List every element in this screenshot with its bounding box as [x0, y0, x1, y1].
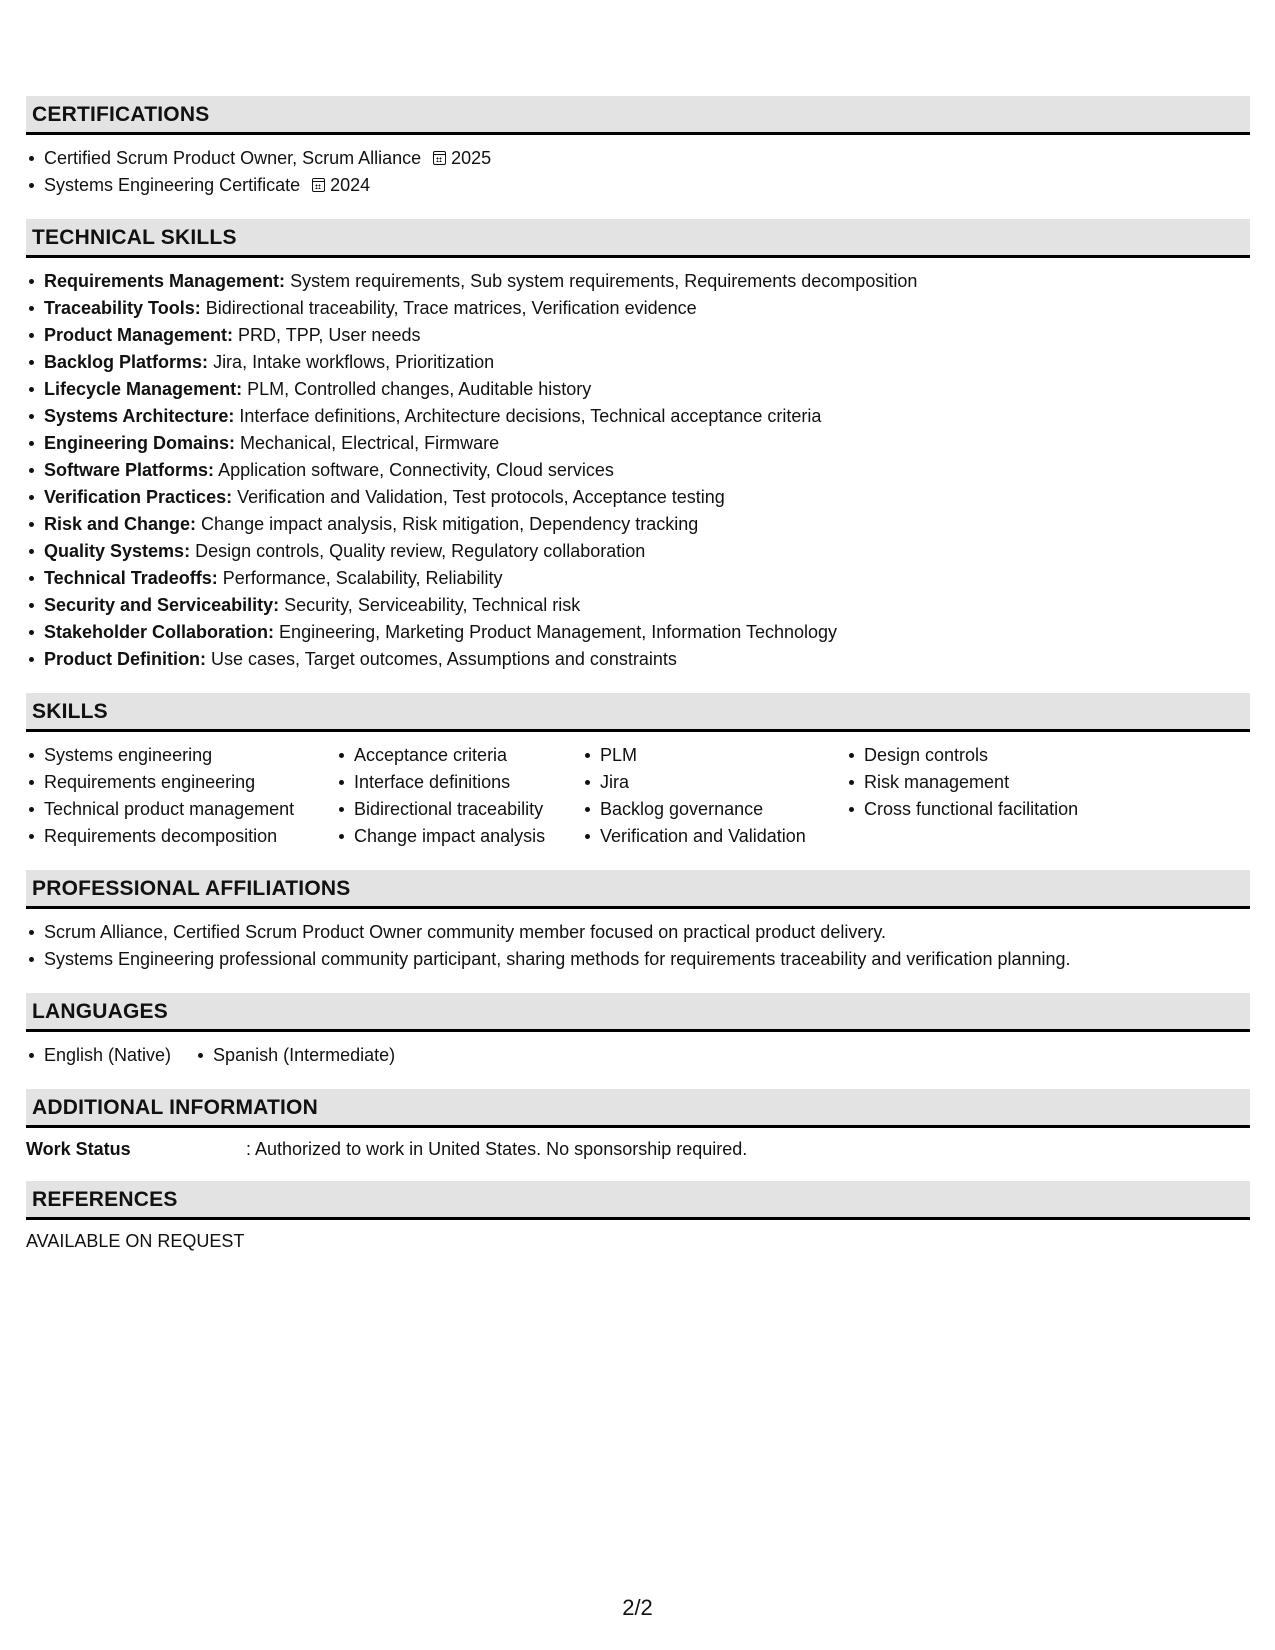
technical-skill-value: Verification and Validation, Test protocols, Acceptance testing: [237, 487, 725, 507]
skill-item: Backlog governance: [582, 796, 846, 823]
technical-skill-item: [26, 511, 1250, 538]
technical-skill-label: Security and Serviceability:: [44, 595, 280, 615]
technical-skill-label: Systems Architecture:: [44, 406, 235, 426]
calendar-icon: [433, 151, 446, 165]
skill-item: Technical product management: [26, 796, 336, 823]
technical-skills-list: [26, 268, 1250, 673]
technical-skill-value: Change impact analysis, Risk mitigation, Dependency tracking: [201, 514, 699, 534]
list-item: Scrum Alliance, Certified Scrum Product Owner community member focused on practical product delivery.: [26, 919, 1250, 946]
certification-year: 2025: [451, 148, 492, 168]
skills-column: [846, 742, 1146, 850]
technical-skill-value: Mechanical, Electrical, Firmware: [240, 433, 500, 453]
technical-skill-value: Engineering, Marketing Product Management, Information Technology: [279, 622, 838, 642]
page-number: 2/2: [622, 1595, 653, 1620]
technical-skill-item: [26, 457, 1250, 484]
technical-skill-label: Quality Systems:: [44, 541, 191, 561]
skill-item: Jira: [582, 769, 846, 796]
skills-column: [582, 742, 846, 850]
certifications-section: [26, 96, 1250, 199]
technical-skill-item: [26, 484, 1250, 511]
technical-skill-label: Lifecycle Management:: [44, 379, 243, 399]
references-text: AVAILABLE ON REQUEST: [26, 1231, 245, 1251]
technical-skill-label: Product Management:: [44, 325, 234, 345]
work-status-label: Work Status: [26, 1139, 131, 1159]
skill-item: Cross functional facilitation: [846, 796, 1146, 823]
section-heading-languages: LANGUAGES: [26, 993, 1250, 1032]
affiliations-list: [26, 919, 1250, 973]
list-item: [26, 145, 1250, 172]
skills-columns: [26, 742, 1250, 850]
technical-skill-label: Risk and Change:: [44, 514, 197, 534]
skills-column: [336, 742, 582, 850]
technical-skill-item: [26, 646, 1250, 673]
skill-item: Bidirectional traceability: [336, 796, 582, 823]
technical-skill-value: System requirements, Sub system requirements, Requirements decomposition: [290, 271, 918, 291]
technical-skill-label: Technical Tradeoffs:: [44, 568, 218, 588]
technical-skills-section: [26, 219, 1250, 673]
technical-skill-label: Product Definition:: [44, 649, 206, 669]
technical-skill-label: Traceability Tools:: [44, 298, 201, 318]
technical-skill-item: [26, 268, 1250, 295]
work-status-row: [26, 1137, 1250, 1161]
skill-item: Requirements engineering: [26, 769, 336, 796]
technical-skill-value: PLM, Controlled changes, Auditable history: [247, 379, 592, 399]
certifications-list: [26, 145, 1250, 199]
technical-skill-value: Jira, Intake workflows, Prioritization: [213, 352, 495, 372]
list-item: [26, 172, 1250, 199]
language-item: Spanish (Intermediate): [195, 1042, 395, 1069]
technical-skill-label: Requirements Management:: [44, 271, 286, 291]
resume-content: [26, 96, 1250, 1273]
technical-skill-item: [26, 592, 1250, 619]
languages-section: [26, 993, 1250, 1069]
skill-item: Change impact analysis: [336, 823, 582, 850]
technical-skill-label: Engineering Domains:: [44, 433, 236, 453]
technical-skill-item: [26, 565, 1250, 592]
skills-column: [26, 742, 336, 850]
skill-item: PLM: [582, 742, 846, 769]
technical-skill-value: Interface definitions, Architecture decisions, Technical acceptance criteria: [239, 406, 822, 426]
section-heading-certifications: CERTIFICATIONS: [26, 96, 1250, 135]
certification-name: Certified Scrum Product Owner, Scrum Alliance: [44, 148, 422, 168]
certification-year: 2024: [330, 175, 371, 195]
section-heading-skills: SKILLS: [26, 693, 1250, 732]
certification-name: Systems Engineering Certificate: [44, 175, 301, 195]
skill-item: Interface definitions: [336, 769, 582, 796]
calendar-icon: [312, 178, 325, 192]
technical-skill-item: [26, 376, 1250, 403]
technical-skill-item: [26, 430, 1250, 457]
technical-skill-label: Stakeholder Collaboration:: [44, 622, 275, 642]
technical-skill-value: Performance, Scalability, Reliability: [222, 568, 503, 588]
technical-skill-item: [26, 403, 1250, 430]
language-item: English (Native): [26, 1042, 171, 1069]
section-heading-technical-skills: TECHNICAL SKILLS: [26, 219, 1250, 258]
section-heading-references: REFERENCES: [26, 1181, 1250, 1220]
skills-section: [26, 693, 1250, 850]
section-heading-additional-info: ADDITIONAL INFORMATION: [26, 1089, 1250, 1128]
technical-skill-value: Security, Serviceability, Technical risk: [284, 595, 581, 615]
languages-list: [26, 1042, 1250, 1069]
additional-info-section: [26, 1089, 1250, 1161]
skill-item: Verification and Validation: [582, 823, 846, 850]
technical-skill-item: [26, 349, 1250, 376]
technical-skill-value: Use cases, Target outcomes, Assumptions and constraints: [211, 649, 677, 669]
technical-skill-item: [26, 322, 1250, 349]
technical-skill-label: Software Platforms:: [44, 460, 215, 480]
technical-skill-label: Backlog Platforms:: [44, 352, 209, 372]
affiliations-section: [26, 870, 1250, 973]
list-item: Systems Engineering professional community participant, sharing methods for requirements traceability and verification planning.: [26, 946, 1250, 973]
technical-skill-value: Bidirectional traceability, Trace matrices, Verification evidence: [205, 298, 697, 318]
skill-item: Risk management: [846, 769, 1146, 796]
section-heading-affiliations: PROFESSIONAL AFFILIATIONS: [26, 870, 1250, 909]
technical-skill-item: [26, 295, 1250, 322]
technical-skill-item: [26, 538, 1250, 565]
technical-skill-value: Design controls, Quality review, Regulatory collaboration: [195, 541, 646, 561]
technical-skill-label: Verification Practices:: [44, 487, 233, 507]
skill-item: Requirements decomposition: [26, 823, 336, 850]
skill-item: Design controls: [846, 742, 1146, 769]
references-section: [26, 1181, 1250, 1253]
work-status-value: : Authorized to work in United States. No sponsorship required.: [246, 1139, 748, 1159]
technical-skill-item: [26, 619, 1250, 646]
technical-skill-value: PRD, TPP, User needs: [238, 325, 421, 345]
skill-item: Systems engineering: [26, 742, 336, 769]
skill-item: Acceptance criteria: [336, 742, 582, 769]
technical-skill-value: Application software, Connectivity, Cloud services: [218, 460, 614, 480]
